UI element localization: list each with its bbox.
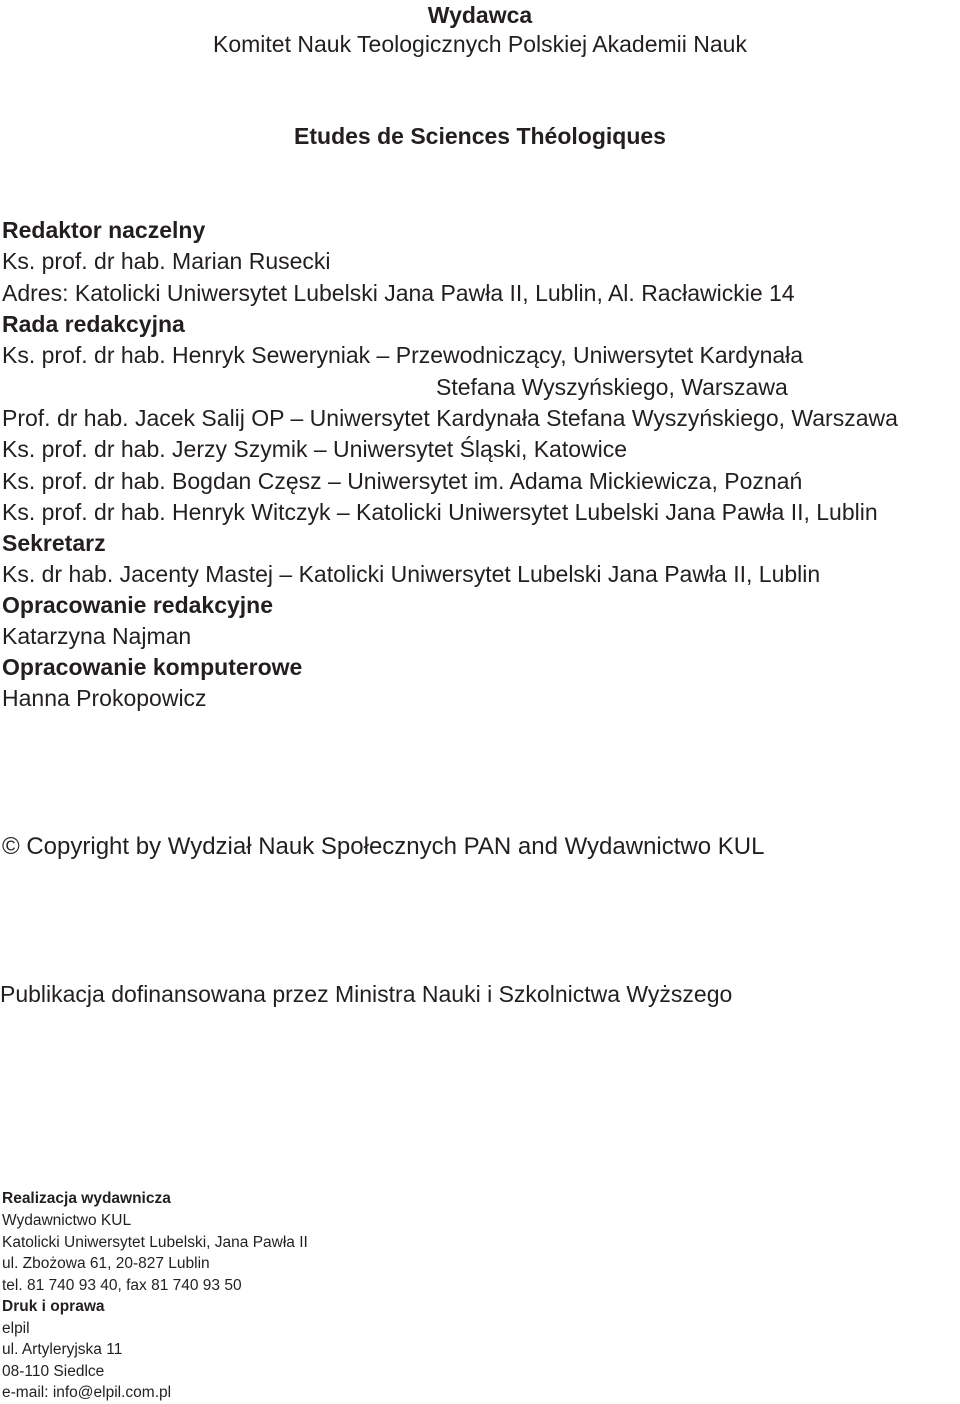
board-member: Prof. dr hab. Jacek Salij OP – Uniwersytet Kardynała Stefana Wyszyńskiego, Warszawa	[2, 405, 898, 431]
secretary-name: Ks. dr hab. Jacenty Mastej – Katolicki Uniwersytet Lubelski Jana Pawła II, Lublin	[2, 561, 821, 587]
realization-line: ul. Zbożowa 61, 20-827 Lublin	[2, 1255, 210, 1272]
board-member: Ks. prof. dr hab. Jerzy Szymik – Uniwersytet Śląski, Katowice	[2, 436, 628, 462]
typesetting-name: Hanna Prokopowicz	[2, 685, 207, 711]
printing-email: e-mail: info@elpil.com.pl	[2, 1384, 172, 1401]
funding-note: Publikacja dofinansowana przez Ministra Nauki i Szkolnictwa Wyższego	[0, 981, 733, 1007]
board-heading: Rada redakcyjna	[2, 311, 185, 337]
board-member: Ks. prof. dr hab. Bogdan Częsz – Uniwersytet im. Adama Mickiewicza, Poznań	[2, 468, 803, 494]
printing-line: 08-110 Siedlce	[2, 1363, 105, 1380]
publisher-heading: Wydawca	[427, 2, 533, 28]
board-member: Ks. prof. dr hab. Henryk Witczyk – Katolicki Uniwersytet Lubelski Jana Pawła II, Lublin	[2, 499, 878, 525]
editor-in-chief-heading: Redaktor naczelny	[2, 217, 206, 243]
realization-line: Wydawnictwo KUL	[2, 1212, 132, 1229]
journal-title: Etudes de Sciences Théologiques	[294, 123, 666, 149]
printing-heading: Druk i oprawa	[2, 1298, 105, 1315]
editing-heading: Opracowanie redakcyjne	[2, 592, 274, 618]
realization-heading: Realizacja wydawnicza	[2, 1190, 171, 1207]
printing-line: ul. Artyleryjska 11	[2, 1341, 123, 1358]
editor-address: Adres: Katolicki Uniwersytet Lubelski Jana Pawła II, Lublin, Al. Racławickie 14	[2, 280, 795, 306]
printing-line: elpil	[2, 1320, 30, 1337]
publisher-name: Komitet Nauk Teologicznych Polskiej Akademii Nauk	[213, 31, 747, 57]
realization-line: Katolicki Uniwersytet Lubelski, Jana Pawła II	[2, 1234, 308, 1251]
board-member-continuation: Stefana Wyszyńskiego, Warszawa	[436, 374, 788, 400]
realization-line: tel. 81 740 93 40, fax 81 740 93 50	[2, 1277, 242, 1294]
editing-name: Katarzyna Najman	[2, 623, 192, 649]
editor-in-chief-name: Ks. prof. dr hab. Marian Rusecki	[2, 248, 331, 274]
typesetting-heading: Opracowanie komputerowe	[2, 654, 303, 680]
board-member: Ks. prof. dr hab. Henryk Seweryniak – Przewodniczący, Uniwersytet Kardynała	[2, 342, 804, 368]
copyright-notice: © Copyright by Wydział Nauk Społecznych PAN and Wydawnictwo KUL	[2, 833, 765, 860]
secretary-heading: Sekretarz	[2, 530, 106, 556]
